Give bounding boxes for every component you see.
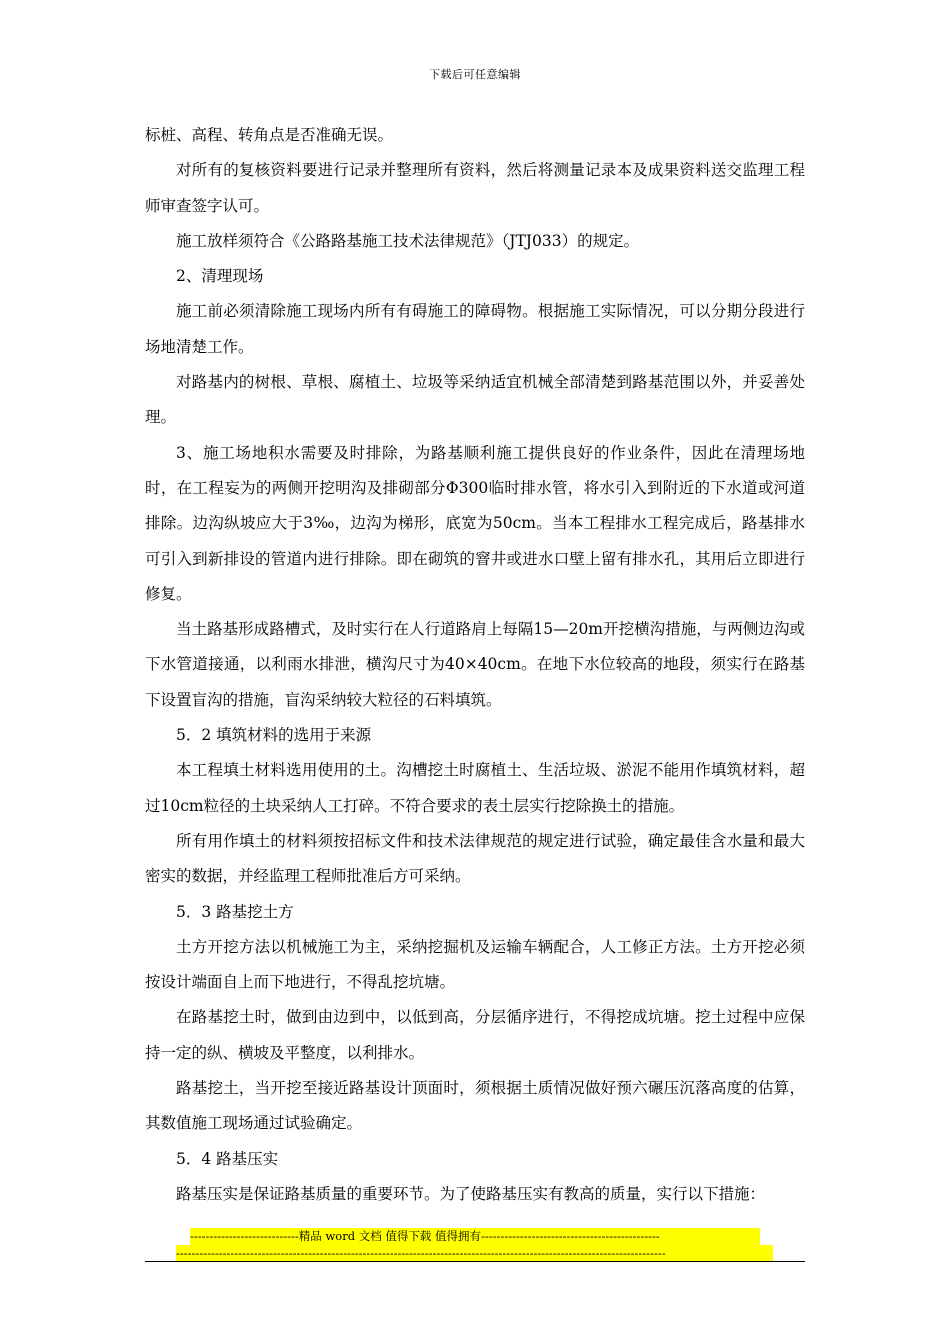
- section-heading: 5．3 路基挖土方: [176, 902, 294, 921]
- paragraph: 施工前必须清除施工现场内所有有碍施工的障碍物。根据施工实际情况，可以分期分段进行场地清楚工作。: [145, 302, 805, 356]
- paragraph: 土方开挖方法以机械施工为主，采纳挖掘机及运输车辆配合，人工修正方法。土方开挖必须按设计端面自上而下地进行，不得乱挖坑塘。: [145, 937, 805, 992]
- section-heading: 5．4 路基压实: [176, 1149, 279, 1168]
- section-heading: 2、清理现场: [176, 267, 264, 286]
- paragraph: 在路基挖土时，做到由边到中，以低到高，分层循序进行，不得挖成坑塘。挖土过程中应保持一定的纵、横坡及平整度，以利排水。: [145, 1008, 805, 1062]
- paragraph: 对所有的复核资料要进行记录并整理所有资料，然后将测量记录本及成果资料送交监理工程师审查签字认可。: [145, 161, 805, 215]
- paragraph: 标桩、高程、转角点是否准确无误。: [145, 126, 394, 144]
- paragraph: 3、施工场地积水需要及时排除，为路基顺利施工提供良好的作业条件，因此在清理场地时，在工程妄为的两侧开挖明沟及排砌部分Φ300临时排水管，将水引入到附近的下水道或河道排除。边沟纵坡应大于3‰，边沟为梯形，底宽为50cm。当本工程排水工程完成后，路基排水可引入到新排设的管道内进行排除。即在砌筑的窨井或进水口壁上留有排水孔，其用后立即进行修复。: [145, 443, 805, 603]
- document-body: [145, 118, 805, 1212]
- paragraph: 所有用作填土的材料须按招标文件和技术法律规范的规定进行试验，确定最佳含水量和最大密实的数据，并经监理工程师批准后方可采纳。: [145, 831, 805, 886]
- paragraph: 施工放样须符合《公路路基施工技术法律规范》（JTJ033）的规定。: [176, 231, 640, 250]
- paragraph: 当土路基形成路槽式，及时实行在人行道路肩上每隔15—20m开挖横沟措施，与两侧边沟或下水管道接通，以利雨水排泄，横沟尺寸为40×40cm。在地下水位较高的地段，须实行在路基下设置盲沟的措施，盲沟采纳较大粒径的石料填筑。: [145, 620, 805, 709]
- paragraph: 路基挖土，当开挖至接近路基设计顶面时，须根据土质情况做好预六碾压沉落高度的估算，其数值施工现场通过试验确定。: [145, 1079, 805, 1133]
- paragraph: 对路基内的树根、草根、腐植土、垃圾等采纳适宜机械全部清楚到路基范围以外，并妥善处理。: [145, 373, 805, 427]
- footer-rule: [145, 1261, 805, 1262]
- footer-banner: ----------------------------精品 word 文档 值得下载 值得拥有----------------------------------------------: [190, 1228, 760, 1245]
- paragraph: 路基压实是保证路基质量的重要环节。为了使路基压实有教高的质量，实行以下措施：: [176, 1184, 766, 1203]
- paragraph: 本工程填土材料选用使用的土。沟槽挖土时腐植土、生活垃圾、淤泥不能用作填筑材料，超过10cm粒径的土块采纳人工打碎。不符合要求的表土层实行挖除换土的措施。: [145, 761, 805, 815]
- section-heading: 5．2 填筑材料的选用于来源: [176, 726, 372, 745]
- page-header: 下载后可任意编辑: [429, 68, 521, 81]
- footer-dashes: ------------------------------------------------------------------------------------------------------------------------------: [176, 1245, 773, 1262]
